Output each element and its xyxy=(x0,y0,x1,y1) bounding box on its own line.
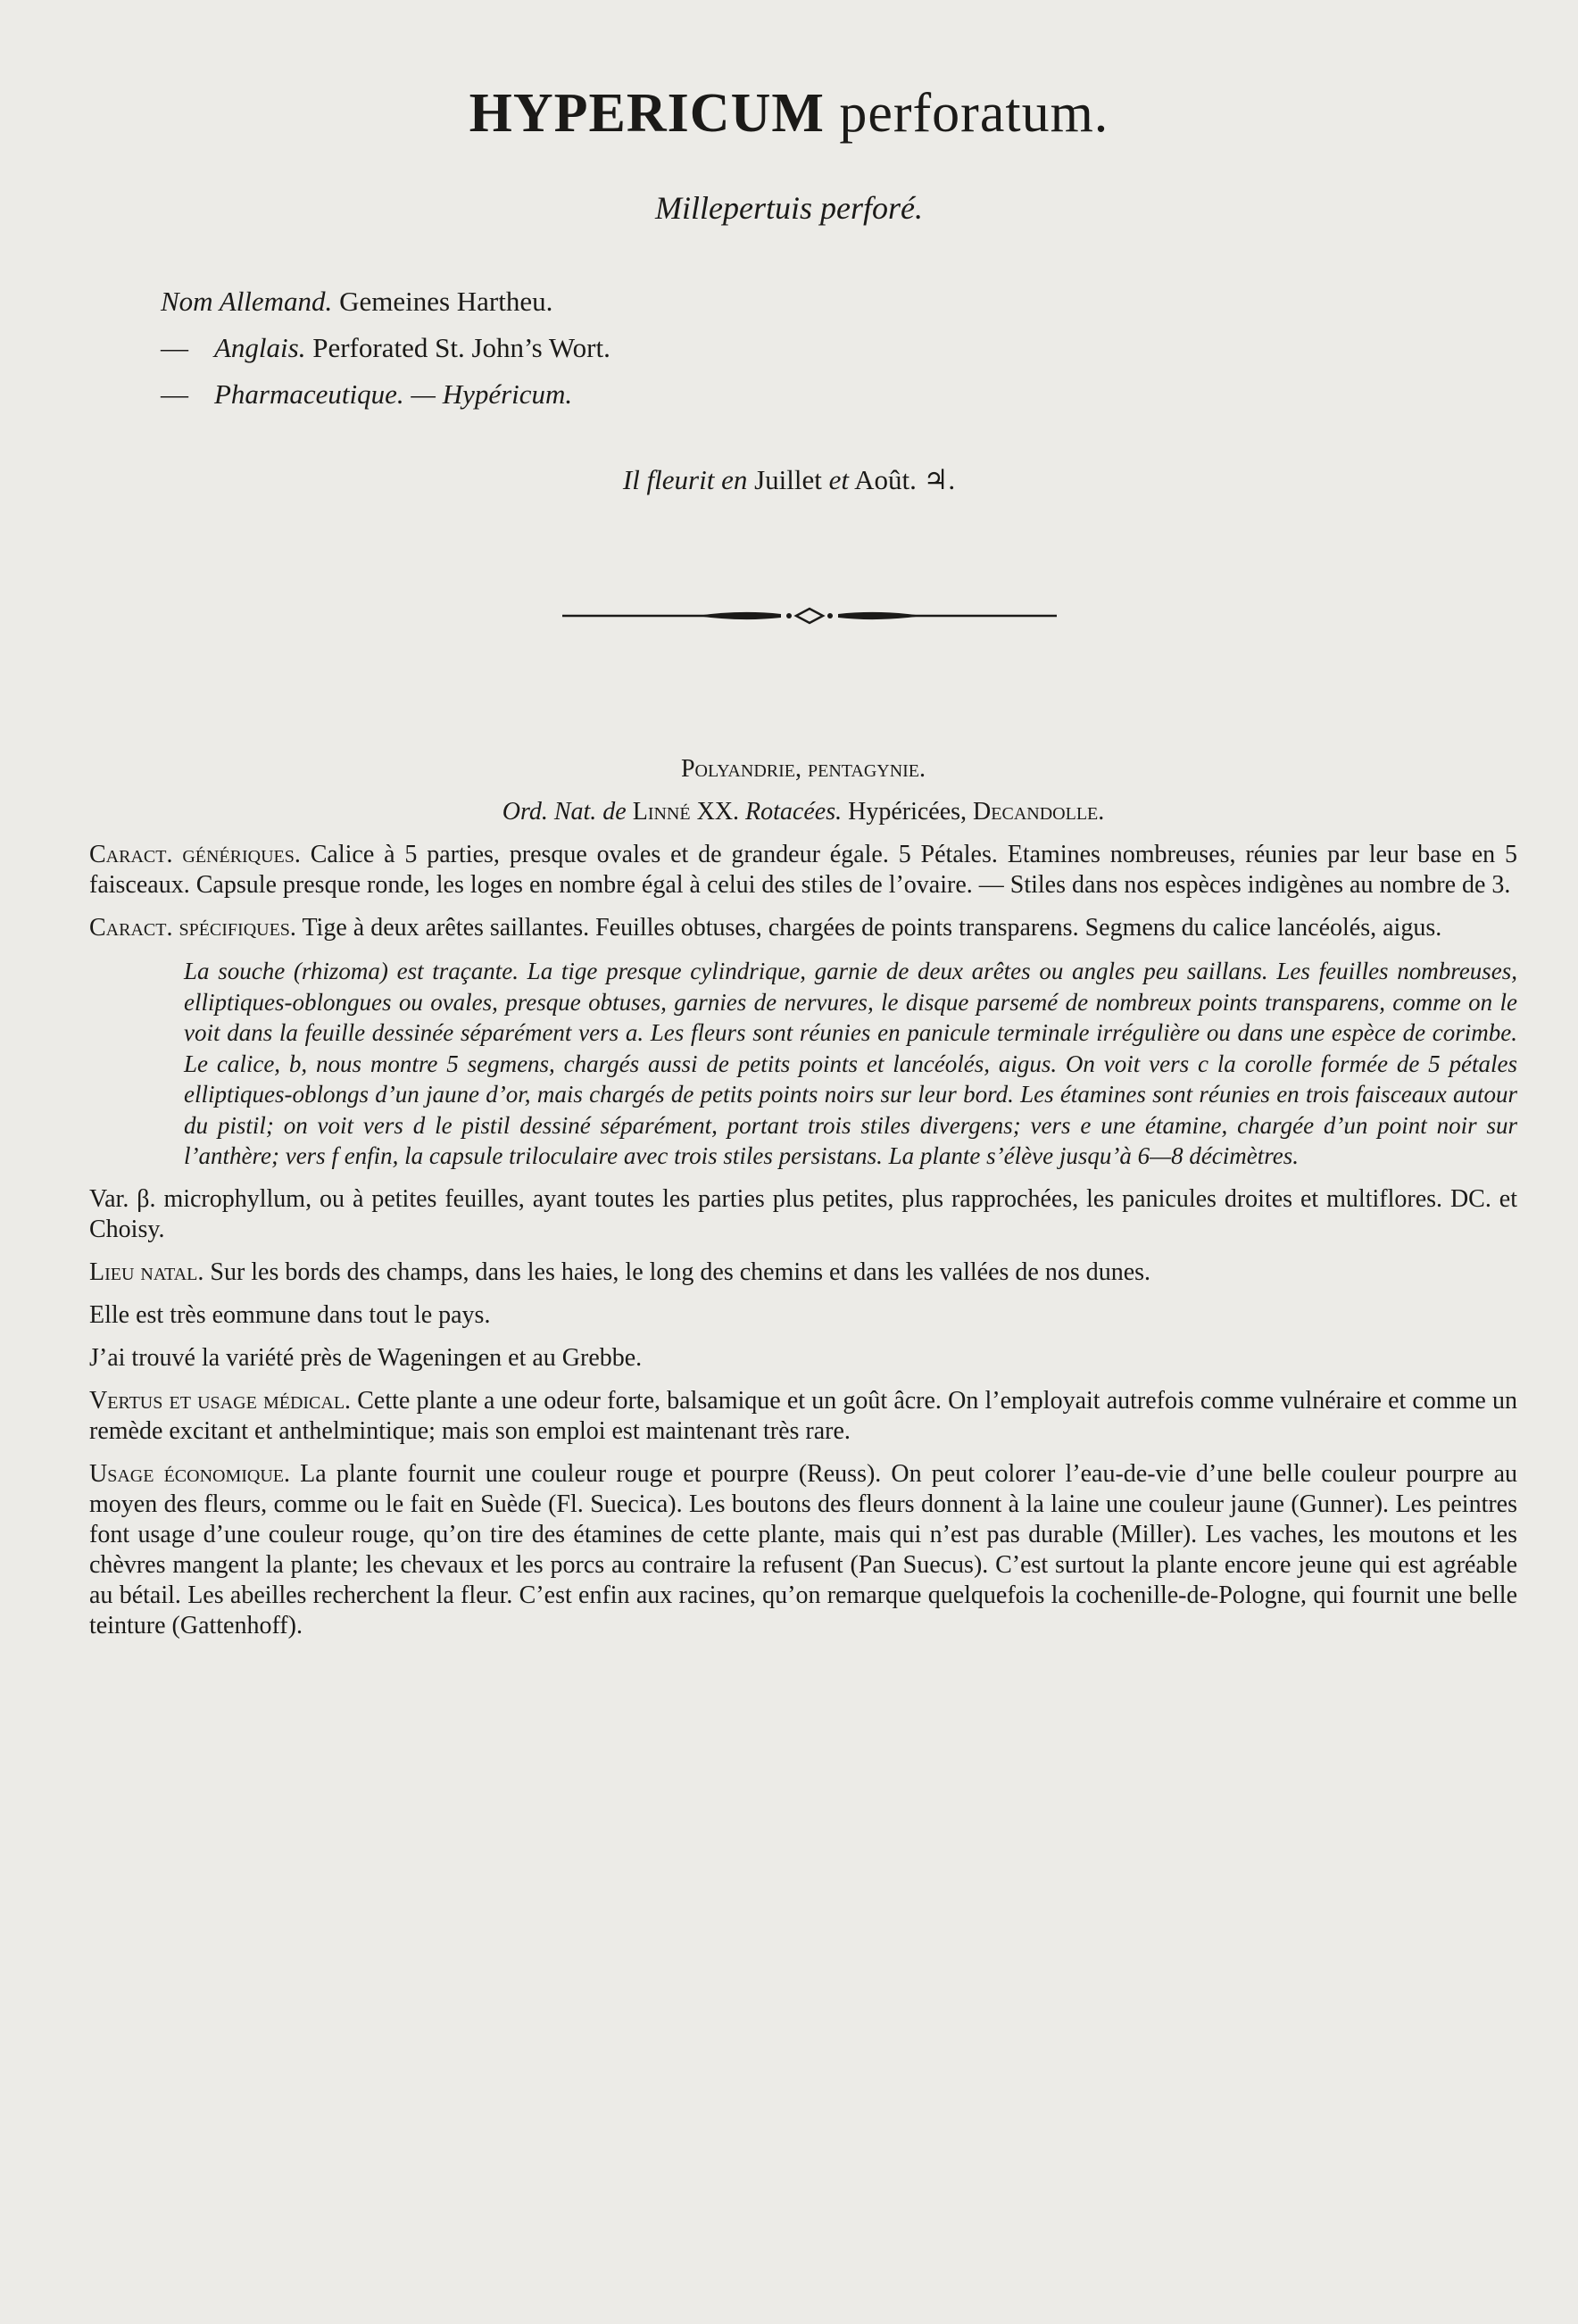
vernacular-names xyxy=(161,278,610,418)
name-value: — Hypéricum. xyxy=(411,378,573,410)
order-prefix: Ord. Nat. de xyxy=(502,798,627,826)
section-heading: Caract. génériques. xyxy=(89,841,301,868)
ornament-divider xyxy=(562,605,1057,627)
flowering-prefix: Il fleurit en xyxy=(622,464,748,495)
section-text: Sur les bords des champs, dans les haies, le long des chemins et dans les vallées de nos dunes. xyxy=(210,1257,1151,1286)
economic-use xyxy=(89,1459,1517,1641)
flowering-conj: et xyxy=(828,464,850,495)
order-name: Rotacées. xyxy=(745,798,843,826)
order-line xyxy=(89,797,1517,827)
body-text xyxy=(89,754,1517,1654)
generic-characters xyxy=(89,840,1517,901)
section-heading: Caract. spécifiques. xyxy=(89,914,296,942)
flowering-period xyxy=(0,464,1578,496)
author-linne: Linné xyxy=(632,798,691,826)
name-label: Pharmaceutique. xyxy=(214,378,404,410)
perennial-symbol: ♃. xyxy=(923,464,956,495)
french-name: Millepertuis perforé. xyxy=(655,190,923,226)
page-title xyxy=(0,82,1578,145)
variety-location: J’ai trouvé la variété près de Wageningen et au Grebbe. xyxy=(89,1343,643,1372)
section-text: La plante fournit une couleur rouge et pourpre (Reuss). On peut colorer l’eau-de-vie d’une belle couleur pourpre au moyen des fleurs, comme ou le fait en Suède (Fl. Suecica). Les boutons des fleurs donnent à la laine une couleur jaune (Gunner). Les peintres font usage d’une couleur rouge, qu’on tire des étamines de cette plante, mais qui n’est pas durable (Miller). Les vaches, les moutons et les chèvres mangent la plante; les chevaux et les porcs au contraire la refusent (Pan Suecus). C’est surtout la plante encore jeune qui est agréable au bétail. Les abeilles recherchent la fleur. C’est enfin aux racines, qu’on remarque quelquefois la cochenille-de-Pologne, qui fournit une belle teinture (Gattenhoff). xyxy=(89,1459,1518,1639)
genus-name: HYPERICUM xyxy=(469,83,825,144)
section-text: Calice à 5 parties, presque ovales et de grandeur égale. 5 Pétales. Etamines nombreuses, réunies par leur base en 5 faisceaux. Capsule presque ronde, les loges en nombre égal à celui des stiles de l’ovaire. — Stiles dans nos espèces indigènes au nombre de 3. xyxy=(89,841,1517,899)
author-decandolle: Decandolle. xyxy=(973,798,1105,826)
section-text: Cette plante a une odeur forte, balsamique et un goût âcre. On l’employait autrefois comme vulnéraire et comme un remède excitant et anthelmintique; mais son emploi est maintenant très rare. xyxy=(89,1386,1518,1445)
plant-description: La souche (rhizoma) est traçante. La tige presque cylindrique, garnie de deux arêtes ou angles peu saillans. Les feuilles nombreuses, elliptiques-oblongues ou ovales, presque obtuses, garnies de nervures, le disque parsemé de nombreux points transparens, comme on le voit dans la feuille dessinée séparément vers a. Les fleurs sont réunies en panicule terminale irrégulière ou dans une espèce de corimbe. Le calice, b, nous montre 5 segmens, chargés aussi de petits points et lancéolés, aigus. On voit vers c la corolle formée de 5 pétales elliptiques-oblongs d’un jaune d’or, mais chargés de petits points noirs sur leur bord. Les étamines sont réunies en trois faisceaux autour du pistil; on voit vers d le pistil dessiné séparément, portant trois stiles divergens; vers e une étamine, chargée d’un point noir sur l’anthère; vers f enfin, la capsule triloculaire avec trois stiles persistans. La plante s’élève jusqu’à 6—8 décimètres. xyxy=(184,958,1517,1169)
name-value: Gemeines Hartheu. xyxy=(339,286,553,317)
section-text: Tige à deux arêtes saillantes. Feuilles obtuses, chargées de points transparens. Segmens du calice lancéolés, aigus. xyxy=(302,914,1442,942)
name-label: Nom Allemand. xyxy=(161,286,333,317)
section-heading: Usage économique. xyxy=(89,1459,291,1488)
order-number: XX. xyxy=(696,798,740,826)
name-value: Perforated St. John’s Wort. xyxy=(312,332,610,363)
abundance-note: Elle est très eommune dans tout le pays. xyxy=(89,1300,491,1329)
section-heading: Vertus et usage médical. xyxy=(89,1386,352,1415)
name-row-english xyxy=(161,325,610,371)
name-row-pharma xyxy=(161,371,610,418)
flowering-month: Juillet xyxy=(754,464,822,495)
ditto-dash: — xyxy=(161,378,188,410)
specific-characters xyxy=(89,913,1517,943)
flowering-month: Août. xyxy=(854,464,917,495)
name-row-german xyxy=(161,278,610,325)
species-name: perforatum. xyxy=(839,83,1109,144)
class-line: Polyandrie, pentagynie. xyxy=(680,755,926,783)
variety-paragraph: Var. β. microphyllum, ou à petites feuilles, ayant toutes les parties plus petites, plus rapprochées, les panicules droites et multiflores. DC. et Choisy. xyxy=(89,1184,1517,1243)
name-label: Anglais. xyxy=(214,332,306,363)
ditto-dash: — xyxy=(161,332,188,363)
native-habitat xyxy=(89,1257,1517,1288)
medical-use xyxy=(89,1386,1517,1447)
section-heading: Lieu natal. xyxy=(89,1257,204,1286)
family-name: Hypéricées, xyxy=(848,798,968,826)
